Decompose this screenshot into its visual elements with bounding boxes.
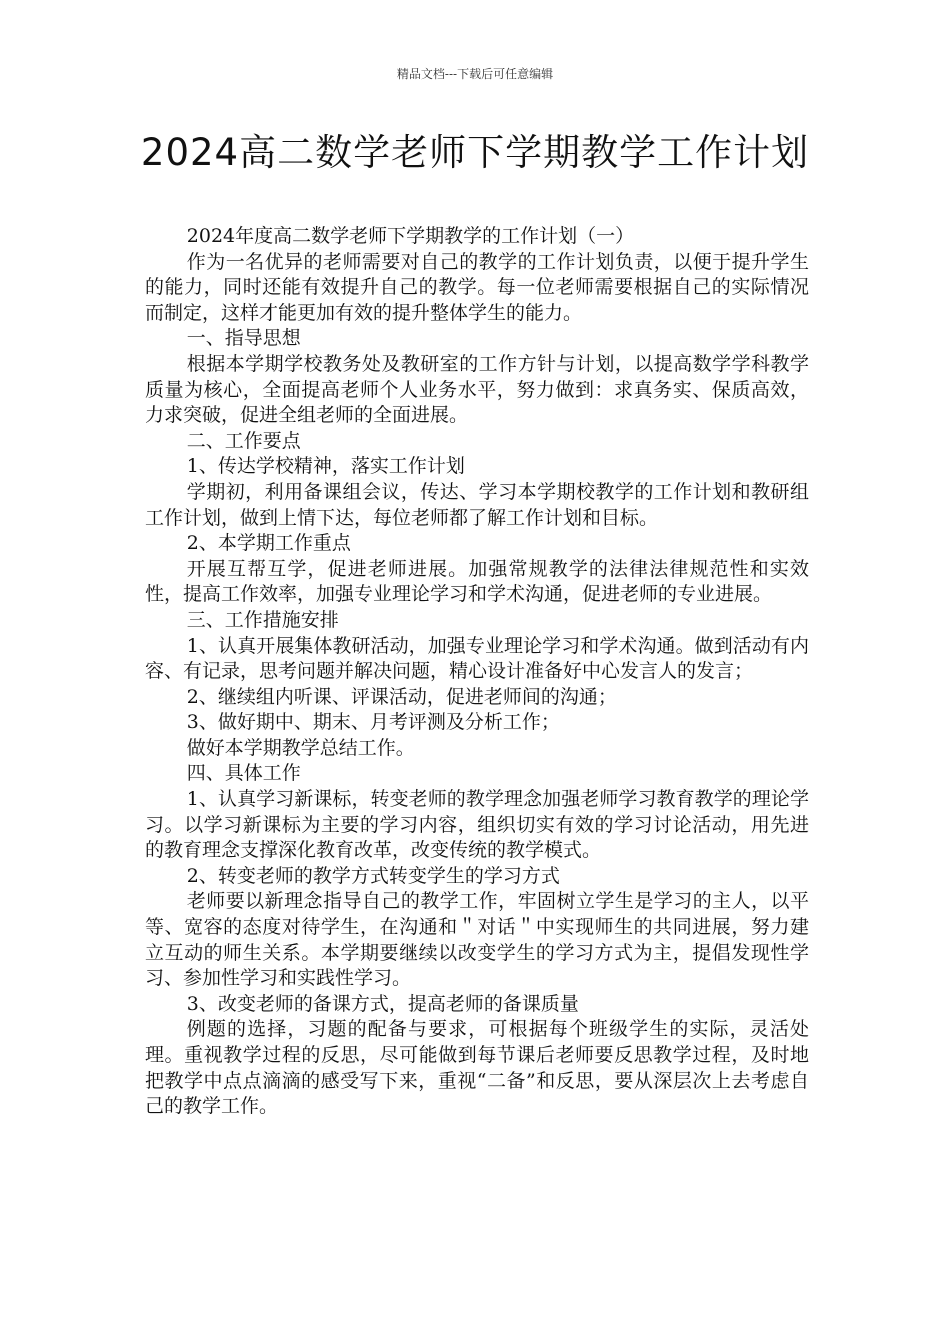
paragraph-teaching-method: 老师要以新理念指导自己的教学工作，牢固树立学生是学习的主人，以平等、宽容的态度对待学生，在沟通和＂对话＂中实现师生的共同进展，努力建立互动的师生关系。本学期要继续以改变学生的学习方式为主，提倡发现性学习、参加性学习和实践性学习。 xyxy=(145,890,809,990)
list-item-measure-1: 1、认真开展集体教研活动，加强专业理论学习和学术沟通。做到活动有内容、有记录，思考问题并解决问题，精心设计准备好中心发言人的发言； xyxy=(145,634,809,683)
subheading-convey-spirit: 1、传达学校精神，落实工作计划 xyxy=(186,455,465,478)
subheading-lesson-prep: 3、改变老师的备课方式，提高老师的备课质量 xyxy=(186,992,579,1015)
document-title: 2024高二数学老师下学期教学工作计划 xyxy=(140,131,810,174)
list-item-measure-2: 2、继续组内听课、评课活动，促进老师间的沟通； xyxy=(186,685,617,708)
section-heading-measures: 三、工作措施安排 xyxy=(186,608,339,631)
subheading-teaching-method: 2、转变老师的教学方式转变学生的学习方式 xyxy=(186,864,560,887)
list-item-measure-3: 3、做好期中、期末、月考评测及分析工作； xyxy=(186,711,560,734)
paragraph-convey-spirit: 学期初，利用备课组会议，传达、学习本学期校教学的工作计划和教研组工作计划，做到上情下达，每位老师都了解工作计划和目标。 xyxy=(145,480,809,529)
subheading-key-focus: 2、本学期工作重点 xyxy=(186,532,351,555)
list-item-measure-4: 做好本学期教学总结工作。 xyxy=(186,736,415,759)
paragraph-intro: 作为一名优异的老师需要对自己的教学的工作计划负责，以便于提升学生的能力，同时还能有效提升自己的教学。每一位老师需要根据自己的实际情况而制定，这样才能更加有效的提升整体学生的能力。 xyxy=(145,250,809,324)
section-heading-work-points: 二、工作要点 xyxy=(186,429,301,452)
paragraph-guiding-thought: 根据本学期学校教务处及教研室的工作方针与计划，以提高数学学科教学质量为核心，全面提高老师个人业务水平，努力做到：求真务实、保质高效，力求突破，促进全组老师的全面进展。 xyxy=(145,352,809,427)
paragraph-key-focus: 开展互帮互学，促进老师进展。加强常规教学的法律法律规范性和实效性，提高工作效率，加强专业理论学习和学术沟通，促进老师的专业进展。 xyxy=(145,557,809,606)
header-note: 精品文档---下载后可任意编辑 xyxy=(396,67,554,81)
paragraph-specific-work-1: 1、认真学习新课标，转变老师的教学理念加强老师学习教育教学的理论学习。以学习新课标为主要的学习内容，组织切实有效的学习讨论活动，用先进的教育理念支撑深化教育改革，改变传统的教学模式。 xyxy=(145,788,809,862)
paragraph-subtitle: 2024年度高二数学老师下学期教学的工作计划（一） xyxy=(186,225,635,247)
section-heading-specific-work: 四、具体工作 xyxy=(186,762,301,785)
section-heading-guiding-thought: 一、指导思想 xyxy=(186,327,301,350)
paragraph-lesson-prep: 例题的选择，习题的配备与要求，可根据每个班级学生的实际，灵活处理。重视教学过程的反思，尽可能做到每节课后老师要反思教学过程，及时地把教学中点点滴滴的感受写下来，重视“二备”和反思，要从深层次上去考虑自己的教学工作。 xyxy=(145,1018,809,1118)
document-body xyxy=(145,224,809,1120)
